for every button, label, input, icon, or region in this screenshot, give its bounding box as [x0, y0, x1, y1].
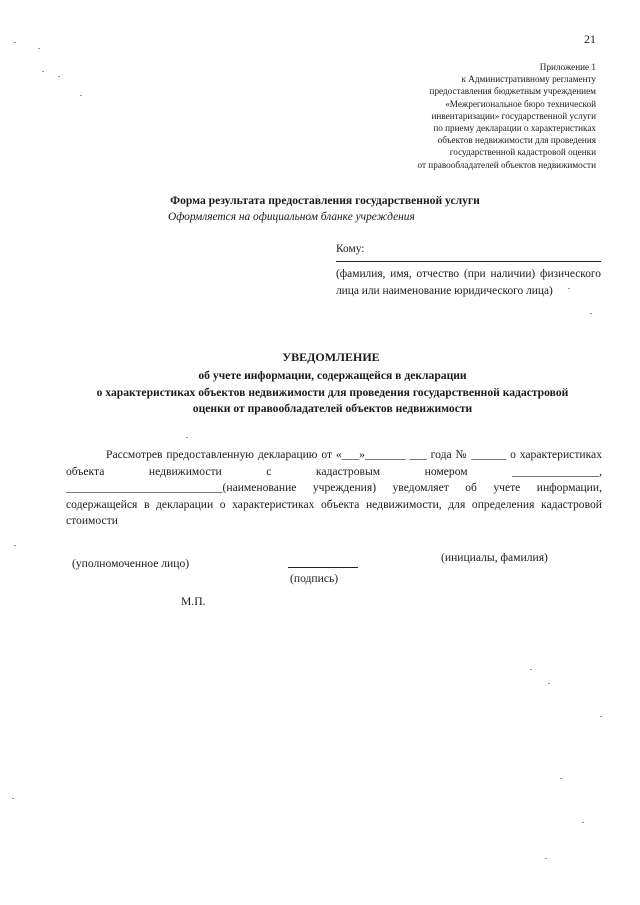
scan-speck	[560, 778, 562, 779]
annex-line: Приложение 1	[539, 62, 596, 72]
recipient-label: Кому:	[336, 243, 601, 262]
page-number: 21	[584, 32, 596, 46]
annex-line: к Административному регламенту	[461, 74, 596, 85]
scan-speck	[42, 71, 44, 72]
annex-line: «Межрегиональное бюро технической	[445, 98, 596, 109]
form-title: Форма результата предоставления государственной услуги	[170, 194, 480, 207]
notice-subtitle	[60, 368, 605, 418]
signature-label: (подпись)	[290, 572, 339, 585]
annex-line: от правообладателей объектов недвижимости	[417, 159, 596, 170]
scan-speck	[80, 95, 82, 96]
annex-line: объектов недвижимости для проведения	[437, 135, 596, 146]
recipient-hint: (фамилия, имя, отчество (при наличии) физического лица или наименование юридического лица)	[336, 268, 601, 297]
scan-speck	[582, 822, 584, 823]
scan-speck	[590, 313, 592, 314]
form-subtitle: Оформляется на официальном бланке учреждения	[168, 211, 415, 223]
scan-speck	[568, 288, 570, 289]
notice-line: об учете информации, содержащейся в декларации	[198, 369, 467, 382]
notice-line: оценки от правообладателей объектов недвижимости	[192, 402, 473, 415]
initials-label: (инициалы, фамилия)	[441, 551, 548, 564]
authorized-person-label: (уполномоченное лицо)	[72, 557, 190, 570]
scan-speck	[38, 48, 40, 49]
scan-speck	[58, 76, 60, 77]
scan-speck	[186, 437, 188, 438]
annex-line: по приему декларации о характеристиках	[433, 123, 596, 134]
signature-line	[288, 567, 358, 568]
notice-body: Рассмотрев предоставленную декларацию от «___»_______ ___ года № ______ о характеристиках объекта недвижимости с кадастровым номером _______________, ___________________________(наименование учреждения) уведомляет об учете информации, содержащейся в декларации о характеристиках объекта недвижимости, для определения кадастровой стоимости	[66, 448, 602, 528]
scan-speck	[548, 683, 550, 684]
annex-reference	[336, 61, 596, 171]
notice-title: УВЕДОМЛЕНИЕ	[282, 350, 380, 364]
scan-speck	[14, 545, 16, 546]
annex-line: государственной кадастровой оценки	[449, 147, 596, 158]
annex-line: предоставления бюджетным учреждением	[429, 86, 596, 97]
scan-speck	[530, 669, 532, 670]
scan-speck	[12, 798, 14, 799]
scan-speck	[545, 858, 547, 859]
stamp-label: М.П.	[181, 595, 206, 608]
annex-line: инвентаризации» государственной услуги	[431, 110, 596, 121]
recipient-block	[336, 243, 601, 299]
scan-speck	[14, 42, 16, 43]
scan-speck	[600, 716, 602, 717]
notice-line: о характеристиках объектов недвижимости для проведения государственной кадастровой	[96, 385, 569, 399]
